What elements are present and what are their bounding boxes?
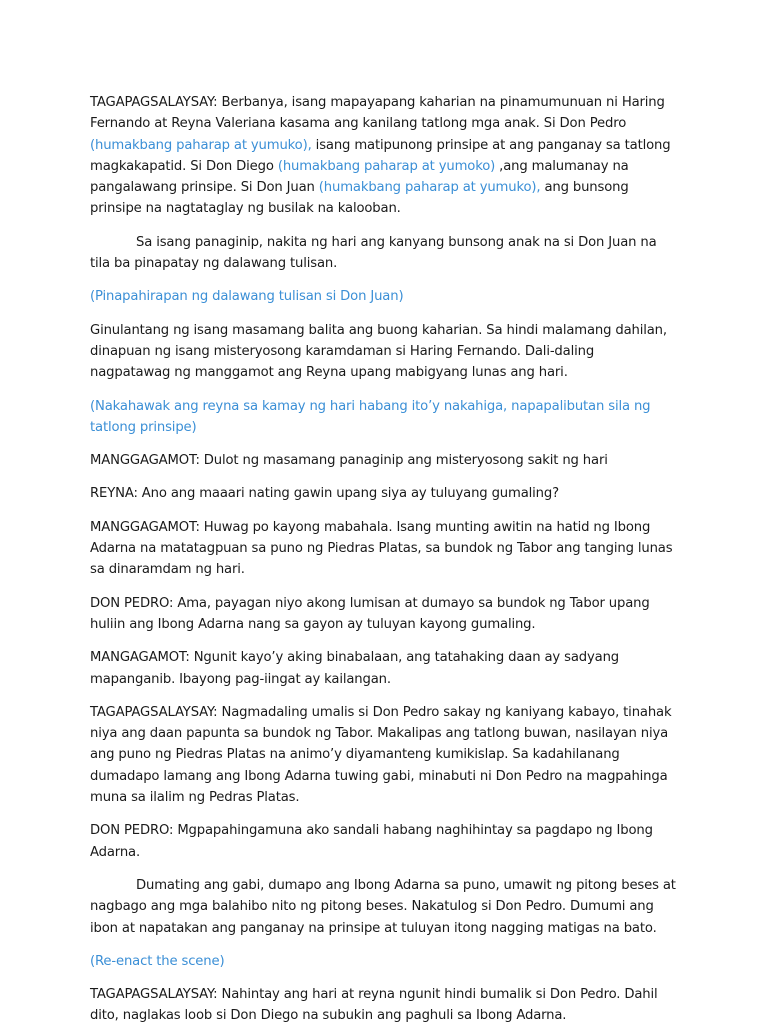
paragraph-narration-intro xyxy=(90,92,678,220)
dialogue-manggagamot-1: MANGGAGAMOT: Dulot ng masamang panaginip ang misteryosong sakit ng hari xyxy=(90,453,608,469)
paragraph-illness: Ginulantang ng isang masamang balita ang buong kaharian. Sa hindi malamang dahilan, dinapuan ng isang misteryosong karamdaman si Haring Fernando. Dali-daling nagpatawag ng manggamot ang Reyna upang mabigyang lunas ang hari. xyxy=(90,322,667,381)
narration-text: ,ang malumanay na pangalawang prinsipe. Si Don Juan xyxy=(90,158,629,196)
stage-direction: (humakbang paharap at yumuko), xyxy=(318,180,541,196)
paragraph-dream: Sa isang panaginip, nakita ng hari ang kanyang bunsong anak na si Don Juan na tila ba pinapatay ng dalawang tulisan. xyxy=(90,234,657,272)
stage-direction: (humakbang paharap at yumoko) xyxy=(277,158,496,174)
dialogue-don-pedro-1: DON PEDRO: Ama, payagan niyo akong lumisan at dumayo sa bundok ng Tabor upang huliin ang Ibong Adarna nang sa gayon ay tuluyan kayong gumaling. xyxy=(90,595,650,632)
paragraph-night: Dumating ang gabi, dumapo ang Ibong Adarna sa puno, umawit ng pitong beses at nagbago ang mga balahibo nito ng pitong beses. Nakatulog si Don Pedro. Dumumi ang ibon at napatakan ang panganay na prinsipe at tuluyan itong nagging matigas na bato. xyxy=(90,877,676,936)
narration-text: TAGAPAGSALAYSAY: Berbanya, isang mapayapang kaharian na pinamumunuan ni Haring Fernando at Reyna Valeriana kasama ang kanilang tatlong mga anak. Si Don Pedro xyxy=(90,95,665,132)
stage-direction: (humakbang paharap at yumuko), xyxy=(90,137,312,153)
dialogue-reyna: REYNA: Ano ang maaari nating gawin upang siya ay tuluyang gumaling? xyxy=(90,486,559,502)
stage-direction-2: (Nakahawak ang reyna sa kamay ng hari habang ito’y nakahiga, napapalibutan sila ng tatlong prinsipe) xyxy=(90,398,651,435)
narration-text: isang matipunong prinsipe at ang panganay sa tatlong magkakapatid. Si Don Diego xyxy=(90,137,671,174)
dialogue-don-pedro-2: DON PEDRO: Mgpapahingamuna ako sandali habang naghihintay sa pagdapo ng Ibong Adarna. xyxy=(90,823,653,860)
stage-direction-3: (Re-enact the scene) xyxy=(90,953,225,969)
dialogue-mangagamot-3: MANGAGAMOT: Ngunit kayo’y aking binabalaan, ang tatahaking daan ay sadyang mapanganib. Ibayong pag-iingat ay kailangan. xyxy=(90,650,620,687)
paragraph-narration-end: TAGAPAGSALAYSAY: Nahintay ang hari at reyna ngunit hindi bumalik si Don Pedro. Dahil dito, naglakas loob si Don Diego na subukin ang paghuli sa Ibong Adarna. xyxy=(90,987,658,1024)
narration-text: ang bunsong prinsipe na nagtataglay ng busilak na kalooban. xyxy=(90,180,629,217)
dialogue-manggagamot-2: MANGGAGAMOT: Huwag po kayong mabahala. Isang munting awitin na hatid ng Ibong Adarna na matatagpuan sa puno ng Piedras Platas, sa bundok ng Tabor ang tanging lunas sa dinaramdam ng hari. xyxy=(90,519,673,578)
paragraph-narration-journey: TAGAPAGSALAYSAY: Nagmadaling umalis si Don Pedro sakay ng kaniyang kabayo, tinahak niya ang daan papunta sa bundok ng Tabor. Makalipas ang tatlong buwan, nasilayan niya ang puno ng Piedras Platas na animo’y diyamanteng kumikislap. Sa kadahilanang dumadapo lamang ang Ibong Adarna tuwing gabi, minabuti ni Don Pedro na magpahinga muna sa ilalim ng Pedras Platas. xyxy=(90,704,672,806)
stage-direction-1: (Pinapahirapan ng dalawang tulisan si Don Juan) xyxy=(90,289,404,305)
